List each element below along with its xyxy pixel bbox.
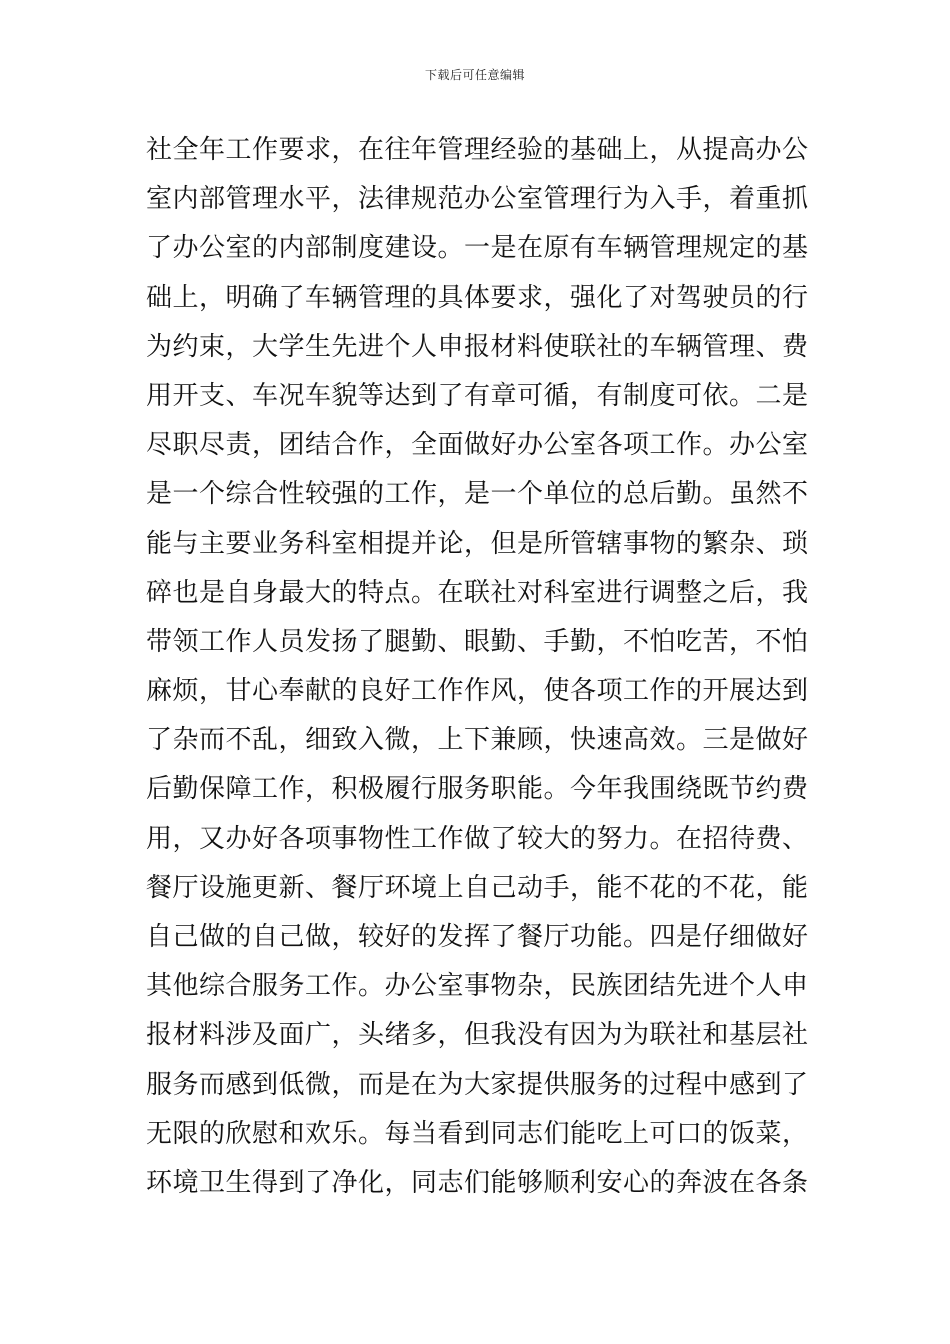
text-line: 了办公室的内部制度建设。一是在原有车辆管理规定的基	[146, 233, 808, 264]
text-line: 用，又办好各项事物性工作做了较大的努力。在招待费、	[146, 823, 808, 854]
text-line: 环境卫生得到了净化，同志们能够顺利安心的奔波在各条	[146, 1167, 808, 1198]
text-line: 了杂而不乱，细致入微，上下兼顾，快速高效。三是做好	[146, 725, 808, 756]
text-line: 自己做的自己做，较好的发挥了餐厅功能。四是仔细做好	[146, 922, 808, 952]
body-text	[146, 126, 808, 1208]
text-line: 为约束，大学生先进个人申报材料使联社的车辆管理、费	[146, 331, 808, 362]
text-line: 尽职尽责，团结合作，全面做好办公室各项工作。办公室	[146, 430, 808, 461]
text-line: 是一个综合性较强的工作，是一个单位的总后勤。虽然不	[146, 479, 808, 510]
text-line: 础上，明确了车辆管理的具体要求，强化了对驾驶员的行	[146, 282, 808, 313]
text-line: 服务而感到低微，而是在为大家提供服务的过程中感到了	[146, 1069, 808, 1100]
text-line: 麻烦，甘心奉献的良好工作作风，使各项工作的开展达到	[146, 676, 808, 707]
header-note: 下载后可任意编辑	[424, 68, 525, 82]
text-line: 带领工作人员发扬了腿勤、眼勤、手勤，不怕吃苦，不怕	[146, 626, 808, 657]
text-line: 室内部管理水平，法律规范办公室管理行为入手，着重抓	[146, 184, 808, 215]
text-line: 能与主要业务科室相提并论，但是所管辖事物的繁杂、琐	[146, 528, 808, 559]
text-line: 后勤保障工作，积极履行服务职能。今年我围绕既节约费	[146, 774, 808, 805]
text-line: 其他综合服务工作。办公室事物杂，民族团结先进个人申	[146, 971, 808, 1002]
text-line: 无限的欣慰和欢乐。每当看到同志们能吃上可口的饭菜，	[146, 1118, 808, 1149]
text-line: 碎也是自身最大的特点。在联社对科室进行调整之后，我	[146, 577, 808, 608]
text-line: 餐厅设施更新、餐厅环境上自己动手，能不花的不花，能	[146, 872, 808, 903]
text-line: 社全年工作要求，在往年管理经验的基础上，从提高办公	[146, 135, 808, 165]
text-line: 报材料涉及面广，头绪多，但我没有因为为联社和基层社	[146, 1020, 808, 1051]
text-line: 用开支、车况车貌等达到了有章可循，有制度可依。二是	[146, 380, 808, 411]
